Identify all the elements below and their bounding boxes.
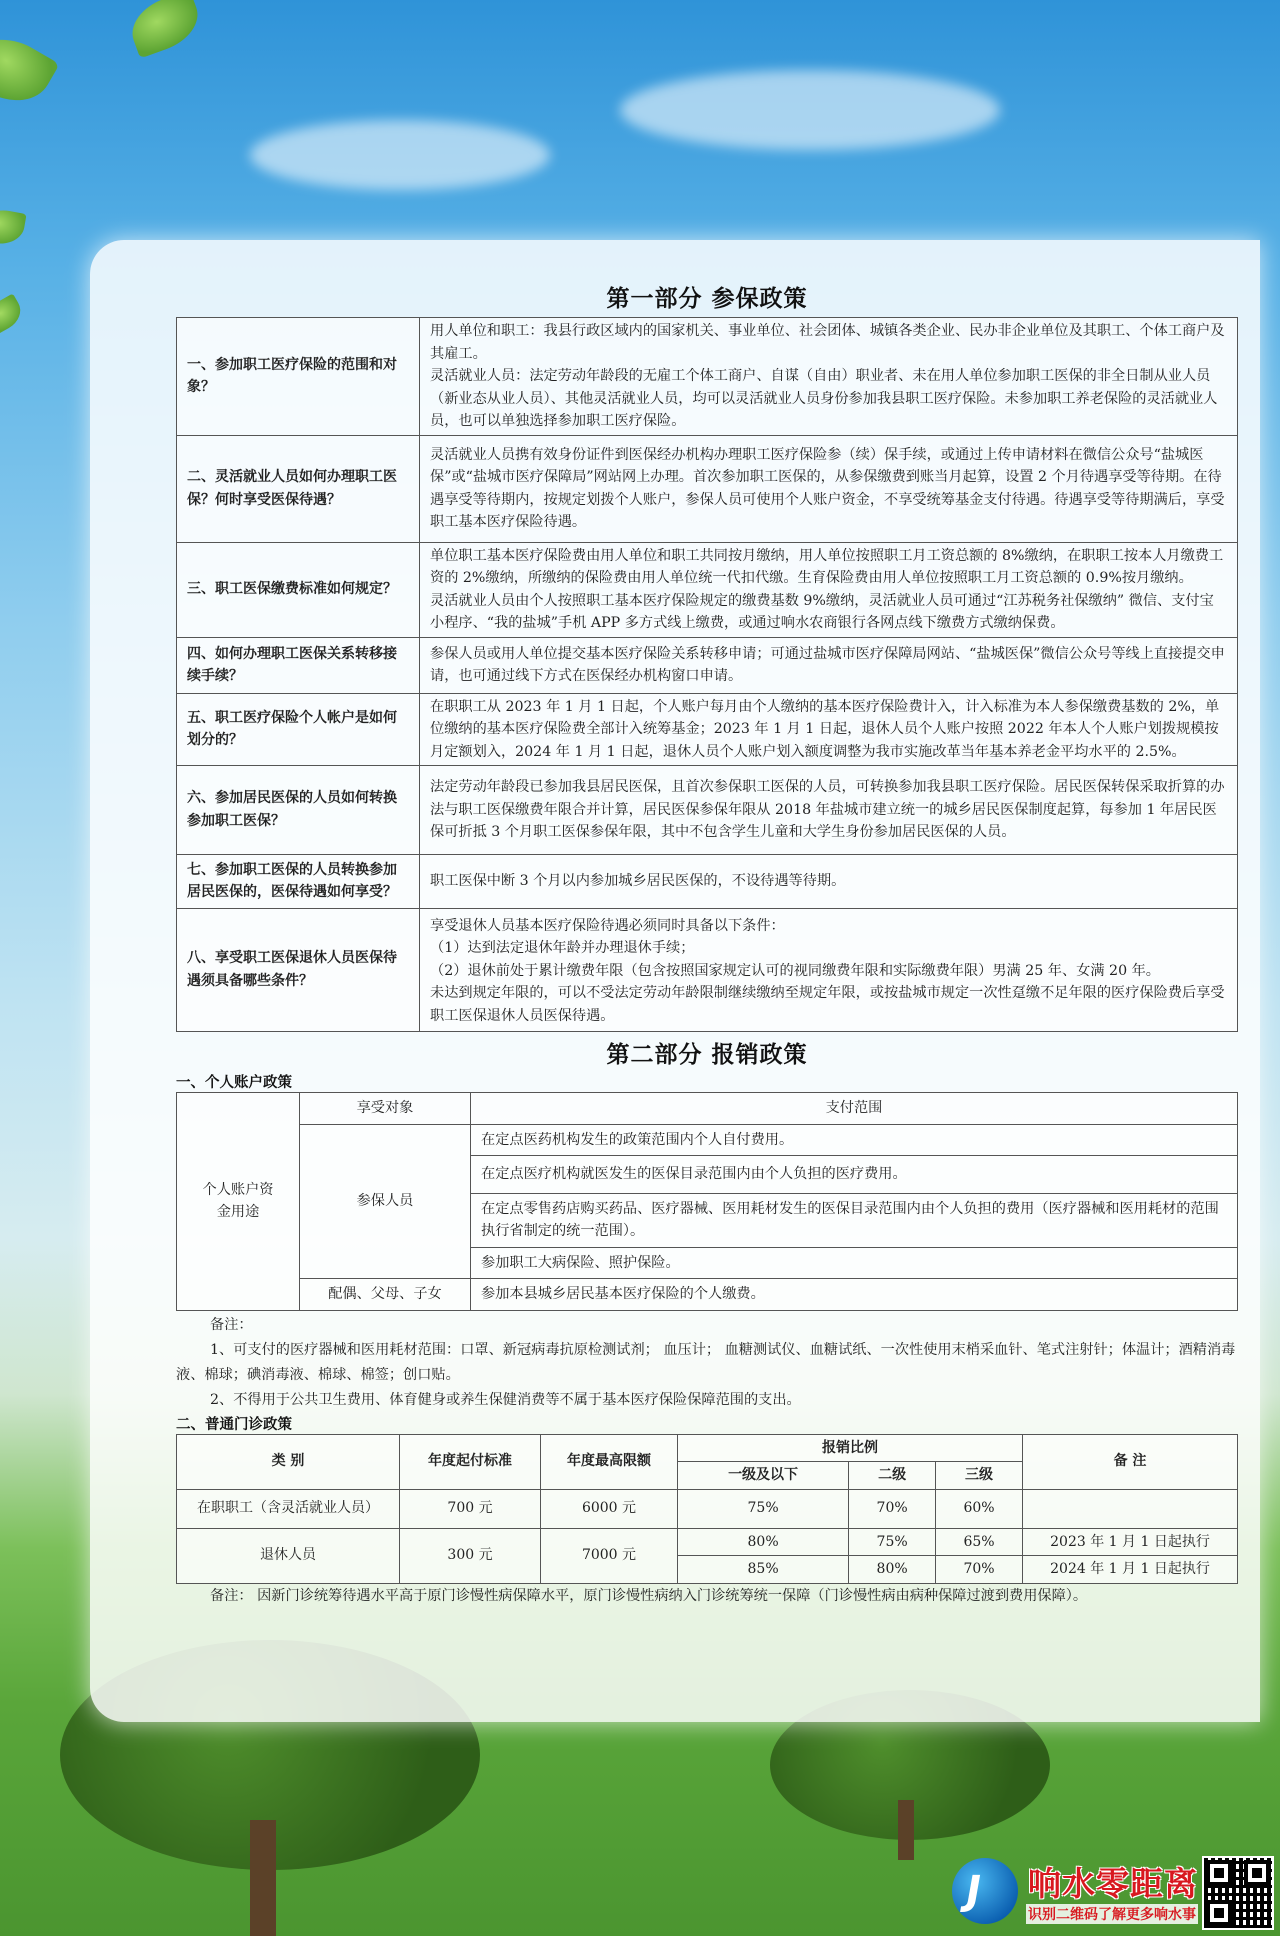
cell-max: 7000 元 [541, 1528, 678, 1583]
note-text: 1、可支付的医疗器械和医用耗材范围：口罩、新冠病毒抗原检测试剂； 血压计； 血糖测试仪、血糖试纸、一次性使用末梢采血针、笔式注射针；体温计；酒精消毒液、棉球；碘消毒液、棉球、棉签；创口贴。 [176, 1341, 1236, 1383]
cell-level1: 75% [678, 1489, 849, 1528]
header-ratio: 报销比例 [678, 1434, 1023, 1462]
cell-remark: 2024 年 1 月 1 日起执行 [1023, 1556, 1238, 1584]
table-row [177, 1279, 1238, 1311]
answer-text: 法定劳动年龄段已参加我县居民医保，且首次参保职工医保的人员，可转换参加我县职工医疗保险。居民医保转保采取折算的办法与职工医保缴费年限合并计算，居民医保参保年限从 2018 年盐城市建立统一的城乡居民医保制度起算，每参加 1 年居民医保可折抵 3 个月职工医保参保年限，其中不包含学生儿童和大学生身份参加居民医保的人员。 [430, 779, 1225, 840]
qr-finder [1206, 1860, 1232, 1886]
header-category: 类 别 [177, 1434, 400, 1489]
cell-start: 700 元 [400, 1489, 541, 1528]
part1-title: 第一部分 参保政策 [606, 286, 808, 312]
question-cell: 四、如何办理职工医保关系转移接续手续？ [177, 637, 420, 693]
cell-level2: 70% [849, 1489, 936, 1528]
column-header-target: 享受对象 [300, 1093, 471, 1125]
section-title-outpatient: 二、普通门诊政策 [176, 1416, 292, 1433]
cell-level1: 80% [678, 1528, 849, 1556]
table-row [177, 1489, 1238, 1528]
family-label: 配偶、父母、子女 [300, 1279, 471, 1311]
note-text: 备注： 因新门诊统筹待遇水平高于原门诊慢性病保障水平，原门诊慢性病纳入门诊统筹统一保障（门诊慢性病由病种保障过渡到费用保障）。 [210, 1587, 1088, 1604]
part2-title: 第二部分 报销政策 [606, 1042, 808, 1068]
scope-item: 在定点零售药店购买药品、医疗器械、医用耗材发生的医保目录范围内由个人负担的费用（医疗器械和医用耗材的范围执行省制定的统一范围）。 [471, 1193, 1238, 1247]
header-start: 年度起付标准 [400, 1434, 541, 1489]
cell-category: 在职职工（含灵活就业人员） [177, 1489, 400, 1528]
column-header-scope: 支付范围 [471, 1093, 1238, 1125]
table-row [177, 908, 1238, 1032]
cell-category: 退休人员 [177, 1528, 400, 1583]
table-row [177, 542, 1238, 637]
personal-account-table [176, 1092, 1238, 1311]
insurance-policy-table [176, 317, 1238, 1032]
question-cell: 六、参加居民医保的人员如何转换参加职工医保？ [177, 766, 420, 855]
question-cell: 二、灵活就业人员如何办理职工医保？何时享受医保待遇？ [177, 435, 420, 542]
cell-start: 300 元 [400, 1528, 541, 1583]
personal-account-notes [176, 1313, 1238, 1413]
cell-level3: 60% [936, 1489, 1023, 1528]
answer-text: 未达到规定年限的，可以不受法定劳动年龄限制继续缴纳至规定年限，或按盐城市规定一次性趸缴不足年限的医疗保险费后享受职工医保退休人员医保待遇。 [430, 985, 1225, 1024]
question-cell: 一、参加职工医疗保险的范围和对象？ [177, 318, 420, 436]
header-level1: 一级及以下 [678, 1462, 849, 1490]
header-level2: 二级 [849, 1462, 936, 1490]
answer-text: 参保人员或用人单位提交基本医疗保险关系转移申请；可通过盐城市医疗保障局网站、“盐城医保”微信公众号等线上直接提交申请，也可通过线下方式在医保经办机构窗口申请。 [430, 645, 1225, 684]
cell-remark [1023, 1489, 1238, 1528]
section-title-personal-account: 一、个人账户政策 [176, 1075, 292, 1091]
brand-logo [952, 1856, 1276, 1932]
qr-finder [1244, 1860, 1270, 1886]
answer-text: 灵活就业人员携有效身份证件到医保经办机构办理职工医疗保险参（续）保手续，或通过上传申请材料在微信公众号“盐城医保”或“盐城市医疗保障局”网站网上办理。首次参加职工医保的，从参保缴费到账当月起算，设置 2 个月待遇享受等待期。在待遇享受等待期内，按规定划拨个人账户，参保人员可使用个人账户资金，不享受统筹基金支付待遇。待遇享受等待期满后，享受职工基本医疗保险待遇。 [430, 446, 1225, 530]
answer-text: 灵活就业人员：法定劳动年龄段的无雇工个体工商户、自谋（自由）职业者、未在用人单位参加职工医保的非全日制从业人员（新业态从业人员）、其他灵活就业人员，均可以灵活就业人员身份参加我县职工医疗保险。未参加职工养老保险的灵活就业人员，也可以单独选择参加职工医疗保险。 [430, 368, 1218, 429]
cell-remark: 2023 年 1 月 1 日起执行 [1023, 1528, 1238, 1556]
table-row [177, 1124, 1238, 1156]
leaf-decoration [0, 206, 27, 247]
account-usage-label: 个人账户资金用途 [177, 1093, 300, 1311]
answer-text: 单位职工基本医疗保险费由用人单位和职工共同按月缴纳，用人单位按照职工月工资总额的 8%缴纳，在职职工按本人月缴费工资的 2%缴纳，所缴纳的保险费由用人单位统一代扣代缴。生育保险费由用人单位按照职工月工资总额的 0.9%按月缴纳。 [430, 547, 1224, 586]
table-row [177, 637, 1238, 693]
document-content [176, 280, 1238, 1609]
cell-level2: 80% [849, 1556, 936, 1584]
answer-text: （1）达到法定退休年龄并办理退休手续； [430, 940, 695, 956]
scope-item: 参加本县城乡居民基本医疗保险的个人缴费。 [471, 1279, 1238, 1311]
cloud [620, 70, 1000, 150]
answer-cell [420, 693, 1238, 766]
answer-text: 用人单位和职工：我县行政区域内的国家机关、事业单位、社会团体、城镇各类企业、民办非企业单位及其职工、个体工商户及其雇工。 [430, 323, 1225, 362]
brand-subtitle: 识别二维码了解更多响水事 [1026, 1904, 1198, 1924]
answer-cell [420, 318, 1238, 436]
answer-cell [420, 908, 1238, 1032]
brand-title: 响水零距离 [1028, 1864, 1198, 1903]
outpatient-policy-table [176, 1434, 1238, 1584]
table-row [177, 1093, 1238, 1125]
scope-item: 在定点医疗机构就医发生的医保目录范围内由个人负担的医疗费用。 [471, 1156, 1238, 1194]
question-cell: 五、职工医疗保险个人帐户是如何划分的？ [177, 693, 420, 766]
answer-text: 灵活就业人员由个人按照职工基本医疗保险规定的缴费基数 9%缴纳，灵活就业人员可通过“江苏税务社保缴纳” 微信、支付宝小程序、“我的盐城”手机 APP 多方式线上缴费，或通过响水农商银行各网点线下缴费方式缴纳保费。 [430, 592, 1214, 631]
cell-level1: 85% [678, 1556, 849, 1584]
answer-cell [420, 542, 1238, 637]
qr-finder [1206, 1900, 1232, 1926]
table-row [177, 318, 1238, 436]
cell-max: 6000 元 [541, 1489, 678, 1528]
table-row [177, 693, 1238, 766]
tree-trunk [250, 1820, 276, 1936]
header-level3: 三级 [936, 1462, 1023, 1490]
header-remark: 备 注 [1023, 1434, 1238, 1489]
table-row [177, 766, 1238, 855]
cloud [250, 120, 550, 190]
brand-emblem-icon: J [952, 1858, 1018, 1924]
table-row [177, 1528, 1238, 1556]
leaf-decoration [124, 0, 206, 59]
question-cell: 八、享受职工医保退休人员医保待遇须具备哪些条件？ [177, 908, 420, 1032]
qr-code-icon[interactable] [1202, 1856, 1274, 1930]
answer-text: （2）退休前处于累计缴费年限（包含按照国家规定认可的视同缴费年限和实际缴费年限）男满 25 年、女满 20 年。 [430, 962, 1160, 979]
answer-cell [420, 854, 1238, 908]
answer-cell [420, 766, 1238, 855]
insured-label: 参保人员 [300, 1124, 471, 1279]
answer-text: 职工医保中断 3 个月以内参加城乡居民医保的，不设待遇等待期。 [430, 872, 846, 889]
leaf-decoration [0, 293, 27, 334]
scope-item: 参加职工大病保险、照护保险。 [471, 1247, 1238, 1279]
cell-level3: 70% [936, 1556, 1023, 1584]
question-cell: 三、职工医保缴费标准如何规定？ [177, 542, 420, 637]
header-max: 年度最高限额 [541, 1434, 678, 1489]
note-label: 备注： [210, 1316, 253, 1333]
answer-text: 在职职工从 2023 年 1 月 1 日起，个人账户每月由个人缴纳的基本医疗保险费计入，计入标准为本人参保缴费基数的 2%，单位缴纳的基本医疗保险费全部计入统筹基金；2023 年 1 月 1 日起，退休人员个人账户按照 2022 年本人个人账户划拨规模按月定额划入，2024 年 1 月 1 日起，退休人员个人账户划入额度调整为我市实施改革当年基本养老金平均水平的 2.5%。 [430, 698, 1220, 760]
answer-cell [420, 637, 1238, 693]
question-cell: 七、参加职工医保的人员转换参加居民医保的，医保待遇如何享受？ [177, 854, 420, 908]
table-row [177, 435, 1238, 542]
cell-level3: 65% [936, 1528, 1023, 1556]
table-row [177, 1434, 1238, 1462]
outpatient-note [176, 1584, 1238, 1609]
answer-cell [420, 435, 1238, 542]
note-text: 2、不得用于公共卫生费用、体育健身或养生保健消费等不属于基本医疗保险保障范围的支出。 [210, 1391, 801, 1408]
cell-level2: 75% [849, 1528, 936, 1556]
answer-text: 享受退休人员基本医疗保险待遇必须同时具备以下条件： [430, 917, 785, 934]
tree-trunk [898, 1800, 914, 1860]
scope-item: 在定点医药机构发生的政策范围内个人自付费用。 [471, 1124, 1238, 1156]
leaf-decoration [0, 24, 60, 116]
table-row [177, 854, 1238, 908]
